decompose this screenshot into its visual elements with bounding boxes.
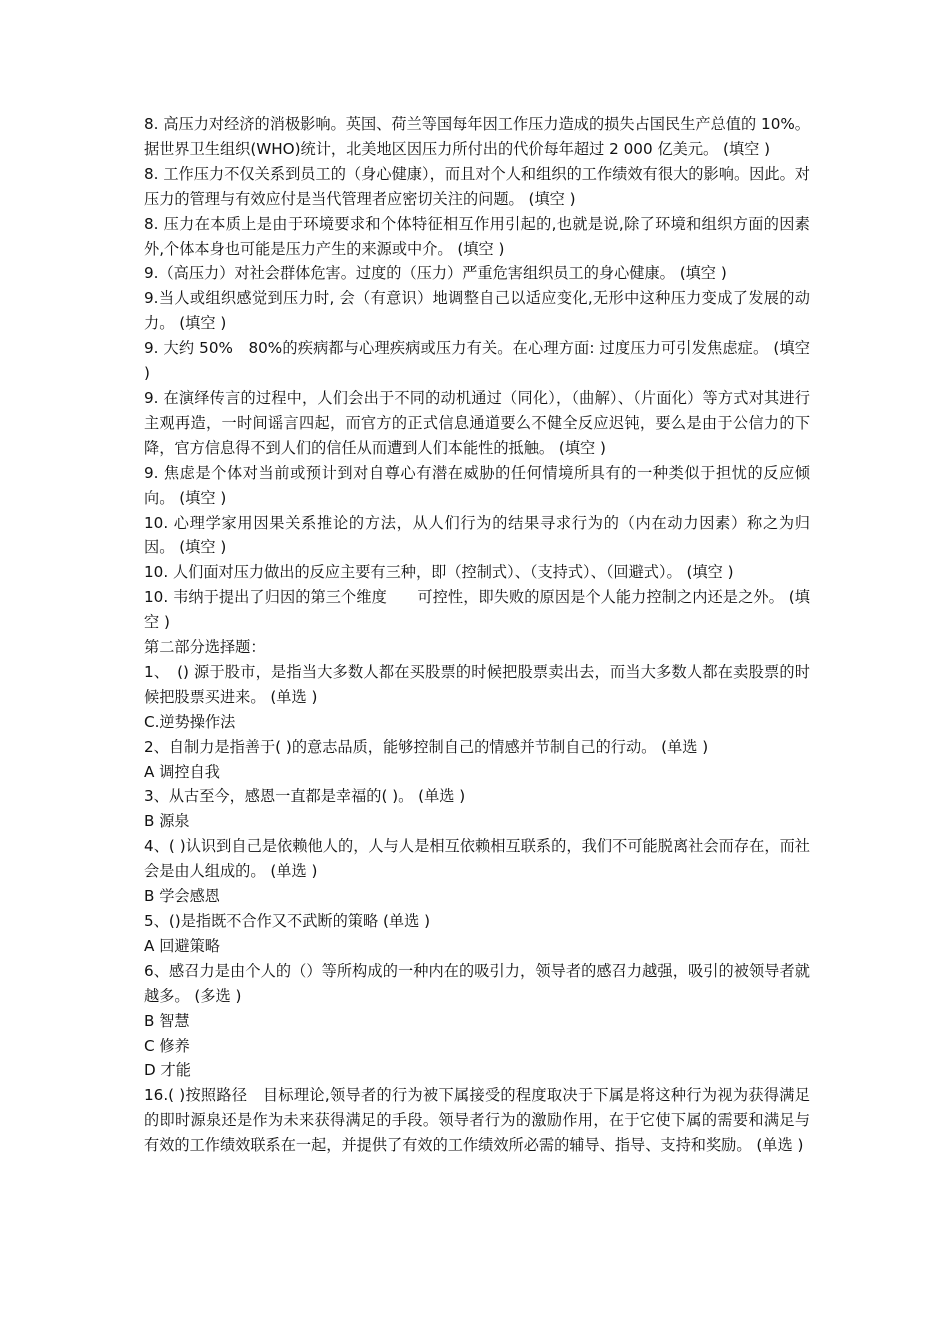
paragraph: 8. 高压力对经济的消极影响。英国、荷兰等国每年因工作压力造成的损失占国民生产总值的 10%。据世界卫生组织(WHO)统计，北美地区因压力所付出的代价每年超过 2 000 亿美元。 (填空 ) <box>144 115 810 158</box>
paragraph: 9.当人或组织感觉到压力时, 会（有意识）地调整自己以适应变化,无形中这种压力变成了发展的动力。 (填空 ) <box>144 289 810 333</box>
paragraph: 10. 心理学家用因果关系推论的方法，从人们行为的结果寻求行为的（内在动力因素）称之为归因。 (填空 ) <box>144 513 810 557</box>
question: 4、( )认识到自己是依赖他人的，人与人是相互依赖相互联系的，我们不可能脱离社会而存在，而社会是由人组成的。 (单选 ) <box>144 837 810 881</box>
answer-option: C 修养 <box>144 1036 190 1055</box>
question: 16.( )按照路径 目标理论,领导者的行为被下属接受的程度取决于下属是将这种行为视为获得满足的即时源泉还是作为未来获得满足的手段。领导者行为的激励作用，在于它使下属的需要和满足与有效的工作绩效联系在一起，并提供了有效的工作绩效所必需的辅导、指导、支持和奖励。 (单选 ) <box>144 1086 810 1155</box>
paragraph: 9.（高压力）对社会群体危害。过度的（压力）严重危害组织员工的身心健康。 (填空 ) <box>144 264 727 283</box>
answer-option: A 回避策略 <box>144 936 220 955</box>
answer-option: B 智慧 <box>144 1011 190 1030</box>
paragraph: 10. 人们面对压力做出的反应主要有三种，即（控制式）、（支持式）、（回避式）。 (填空 ) <box>144 563 734 582</box>
document-page <box>144 112 810 1158</box>
paragraph: 8. 压力在本质上是由于环境要求和个体特征相互作用引起的,也就是说,除了环境和组织方面的因素外,个体本身也可能是压力产生的来源或中介。 (填空 ) <box>144 214 810 258</box>
paragraph: 10. 韦纳于提出了归因的第三个维度 可控性，即失败的原因是个人能力控制之内还是之外。 (填空 ) <box>144 588 810 632</box>
answer-option: D 才能 <box>144 1061 191 1080</box>
answer-option: B 学会感恩 <box>144 887 220 906</box>
question: 2、自制力是指善于( )的意志品质，能够控制自己的情感并节制自己的行动。 (单选 ) <box>144 737 709 756</box>
question: 6、感召力是由个人的（）等所构成的一种内在的吸引力，领导者的感召力越强，吸引的被领导者就越多。 (多选 ) <box>144 961 810 1005</box>
paragraph: 9. 大约 50% 80%的疾病都与心理疾病或压力有关。在心理方面: 过度压力可引发焦虑症。 (填空 ) <box>144 339 810 383</box>
answer-option: B 源泉 <box>144 812 190 831</box>
question: 1、 () 源于股市，是指当大多数人都在买股票的时候把股票卖出去，而当大多数人都在卖股票的时候把股票买进来。 (单选 ) <box>144 662 810 706</box>
paragraph: 9. 焦虑是个体对当前或预计到对自尊心有潜在威胁的任何情境所具有的一种类似于担忧的反应倾向。 (填空 ) <box>144 463 810 507</box>
question: 5、()是指既不合作又不武断的策略 (单选 ) <box>144 912 431 930</box>
answer-option: A 调控自我 <box>144 762 220 781</box>
paragraph: 8. 工作压力不仅关系到员工的（身心健康），而且对个人和组织的工作绩效有很大的影响。因此。对压力的管理与有效应付是当代管理者应密切关注的问题。 (填空 ) <box>144 164 810 208</box>
paragraph: 9. 在演绎传言的过程中，人们会出于不同的动机通过（同化），（曲解）、（片面化）等方式对其进行主观再造，一时间谣言四起，而官方的正式信息通道要么不健全反应迟钝，要么是由于公信力的下降，官方信息得不到人们的信任从而遭到人们本能性的抵触。 (填空 ) <box>144 388 810 457</box>
question: 3、从古至今，感恩一直都是幸福的( )。 (单选 ) <box>144 787 466 806</box>
section-heading: 第二部分选择题： <box>144 638 266 657</box>
answer-option: C.逆势操作法 <box>144 712 236 731</box>
